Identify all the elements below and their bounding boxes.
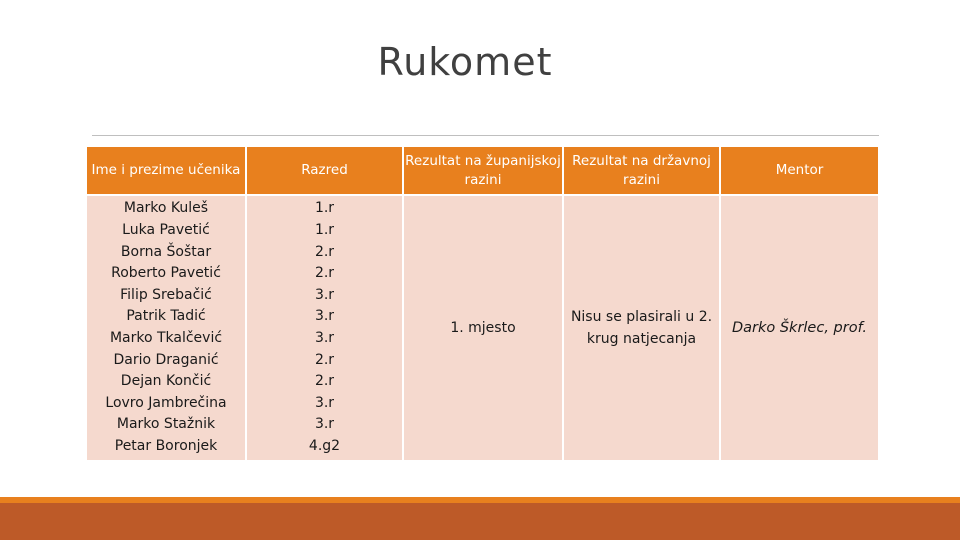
state-result: Nisu se plasirali u 2. krug natjecanja <box>570 309 713 347</box>
student-class: 2.r <box>314 265 335 282</box>
header-mentor: Mentor <box>720 146 879 195</box>
student-name: Roberto Pavetić <box>111 265 221 282</box>
student-name: Dario Draganić <box>113 351 219 368</box>
state-result-cell <box>563 195 720 461</box>
table-row <box>86 195 879 461</box>
student-class: 2.r <box>314 243 335 260</box>
student-name: Petar Boronjek <box>114 437 218 454</box>
results-table <box>85 145 880 462</box>
student-class: 2.r <box>314 373 335 390</box>
header-county-result: Rezultat na županijskoj razini <box>403 146 563 195</box>
header-class: Razred <box>246 146 403 195</box>
mentor-name: Darko Škrlec, prof. <box>731 320 868 336</box>
student-name: Marko Tkalčević <box>109 330 223 346</box>
header-student-name: Ime i prezime učenika <box>86 146 246 195</box>
student-name: Lovro Jambrečina <box>105 394 227 411</box>
footer-bar <box>0 503 960 540</box>
student-class: 2.r <box>314 351 335 368</box>
student-name: Patrik Tadić <box>126 308 206 325</box>
student-class: 3.r <box>314 286 335 303</box>
student-name: Borna Šoštar <box>120 243 212 260</box>
slide-title: Rukomet <box>377 40 553 84</box>
student-class: 3.r <box>314 308 335 325</box>
student-name: Luka Pavetić <box>122 222 210 239</box>
title-divider <box>92 135 879 136</box>
students-cell <box>86 195 246 461</box>
student-class: 1.r <box>314 200 335 217</box>
student-class: 1.r <box>314 222 335 239</box>
student-name: Marko Stažnik <box>116 416 216 433</box>
classes-cell <box>246 195 403 461</box>
county-result: 1. mjesto <box>450 320 516 336</box>
county-result-cell <box>403 195 563 461</box>
student-name: Dejan Končić <box>120 373 212 390</box>
student-class: 3.r <box>314 394 335 411</box>
student-class: 4.g2 <box>308 437 341 454</box>
student-name: Filip Srebačić <box>120 286 212 303</box>
mentor-cell <box>720 195 879 461</box>
table-header-row <box>86 146 879 195</box>
header-state-result: Rezultat na državnoj razini <box>563 146 720 195</box>
student-class: 3.r <box>314 416 335 433</box>
student-name: Marko Kuleš <box>123 200 209 217</box>
student-class: 3.r <box>314 330 335 346</box>
